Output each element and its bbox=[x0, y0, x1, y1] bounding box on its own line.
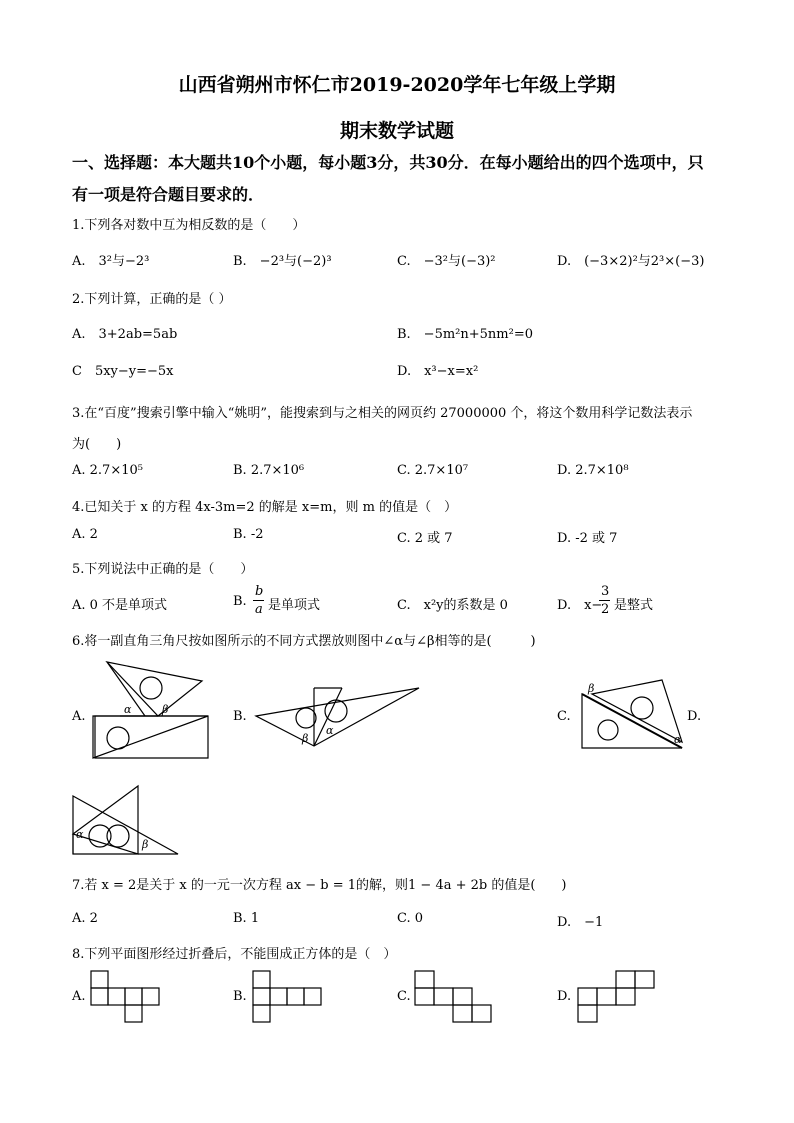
q5-option-b-prefix: B. bbox=[233, 594, 247, 609]
q5-option-d-prefix: D. x− bbox=[557, 598, 603, 613]
q8-net-d bbox=[576, 970, 658, 1024]
q6b-alpha-label: α bbox=[326, 724, 334, 737]
q5-stem: 5.下列说法中正确的是（ ） bbox=[72, 562, 254, 577]
q6-label-c: C. bbox=[557, 709, 571, 724]
q1-option-a: A. 3²与−2³ bbox=[72, 254, 150, 269]
q6-label-d: D. bbox=[687, 709, 702, 724]
q7-option-a: A. 2 bbox=[72, 911, 98, 926]
q6-figure-d bbox=[70, 784, 182, 858]
q2-stem: 2.下列计算，正确的是（ ） bbox=[72, 292, 232, 307]
q8-label-d: D. bbox=[557, 989, 572, 1004]
q7-option-c: C. 0 bbox=[397, 911, 424, 926]
q8-stem: 8.下列平面图形经过折叠后，不能围成正方体的是（ ） bbox=[72, 947, 397, 962]
q3-option-a: A. 2.7×10⁵ bbox=[72, 463, 143, 478]
paper-title: 山西省朔州市怀仁市2019-2020学年七年级上学期 bbox=[178, 74, 616, 96]
q8-label-c: C. bbox=[397, 989, 411, 1004]
q6-label-a: A. bbox=[72, 709, 86, 724]
q7-stem: 7.若 x = 2是关于 x 的一元一次方程 ax − b = 1的解，则1 − 4a + 2b 的值是( ) bbox=[72, 878, 567, 893]
q6-label-b: B. bbox=[233, 709, 247, 724]
q3-option-c: C. 2.7×10⁷ bbox=[397, 463, 469, 478]
q1-option-c: C. −3²与(−3)² bbox=[397, 254, 496, 269]
q2-option-c: C 5xy−y=−5x bbox=[72, 364, 174, 379]
q5-option-d-denominator: 2 bbox=[601, 602, 610, 617]
q6-figure-a bbox=[90, 658, 210, 764]
q6-stem: 6.将一副直角三角尺按如图所示的不同方式摆放则图中∠α与∠β相等的是( ) bbox=[72, 634, 536, 649]
q2-option-a: A. 3+2ab=5ab bbox=[72, 327, 178, 342]
q6a-alpha-label: α bbox=[124, 703, 132, 716]
q5-option-b-denominator: a bbox=[255, 602, 263, 617]
q3-option-d: D. 2.7×10⁸ bbox=[557, 463, 629, 478]
q6-figure-b bbox=[254, 684, 422, 748]
q8-label-a: A. bbox=[72, 989, 86, 1004]
q2-option-b: B. −5m²n+5nm²=0 bbox=[397, 327, 533, 342]
q5-fraction-bar-d bbox=[599, 600, 610, 601]
q5-option-a: A. 0 不是单项式 bbox=[72, 598, 168, 613]
q5-option-d-text: 是整式 bbox=[614, 598, 654, 613]
q3-option-b: B. 2.7×10⁶ bbox=[233, 463, 305, 478]
q5-option-b-numerator: b bbox=[255, 584, 264, 599]
q6a-beta-label: β bbox=[162, 703, 169, 716]
q7-option-d: D. −1 bbox=[557, 915, 604, 930]
paper-subtitle: 期末数学试题 bbox=[339, 120, 454, 142]
q5-fraction-bar-b bbox=[253, 600, 264, 601]
q5-option-b-text: 是单项式 bbox=[268, 598, 321, 613]
q1-stem: 1.下列各对数中互为相反数的是（ ） bbox=[72, 218, 306, 233]
q6b-beta-label: β bbox=[302, 732, 309, 745]
q4-option-d: D. -2 或 7 bbox=[557, 531, 618, 546]
q3-stem-line1: 3.在“百度”搜索引擎中输入“姚明”，能搜索到与之相关的网页约 27000000 个，将这个数用科学记数法表示 bbox=[72, 406, 693, 421]
q2-option-d: D. x³−x=x² bbox=[397, 364, 479, 379]
section-header-line2: 有一项是符合题目要求的． bbox=[72, 185, 265, 204]
q5-option-c: C. x²y的系数是 0 bbox=[397, 598, 508, 613]
q6d-alpha-label: α bbox=[76, 828, 84, 841]
q4-stem: 4.已知关于 x 的方程 4x-3m=2 的解是 x=m，则 m 的值是（ ） bbox=[72, 500, 458, 515]
q8-net-c bbox=[414, 970, 496, 1024]
q1-option-b: B. −2³与(−2)³ bbox=[233, 254, 332, 269]
q4-option-c: C. 2 或 7 bbox=[397, 531, 453, 546]
q3-stem-line2: 为( ) bbox=[72, 437, 122, 452]
q6d-beta-label: β bbox=[142, 838, 149, 851]
q4-option-a: A. 2 bbox=[72, 527, 98, 542]
q6c-beta-label: β bbox=[588, 682, 595, 695]
q6-figure-c bbox=[578, 674, 688, 752]
q4-option-b: B. -2 bbox=[233, 527, 264, 542]
q1-option-d: D. (−3×2)²与2³×(−3) bbox=[557, 254, 705, 269]
q8-net-a bbox=[90, 970, 162, 1024]
q8-label-b: B. bbox=[233, 989, 247, 1004]
q7-option-b: B. 1 bbox=[233, 911, 260, 926]
q8-net-b bbox=[252, 970, 324, 1024]
q6c-alpha-label: α bbox=[674, 733, 682, 746]
q5-option-d-numerator: 3 bbox=[601, 584, 610, 599]
section-header-line1: 一、选择题：本大题共10个小题，每小题3分，共30分．在每小题给出的四个选项中，只 bbox=[72, 153, 704, 172]
